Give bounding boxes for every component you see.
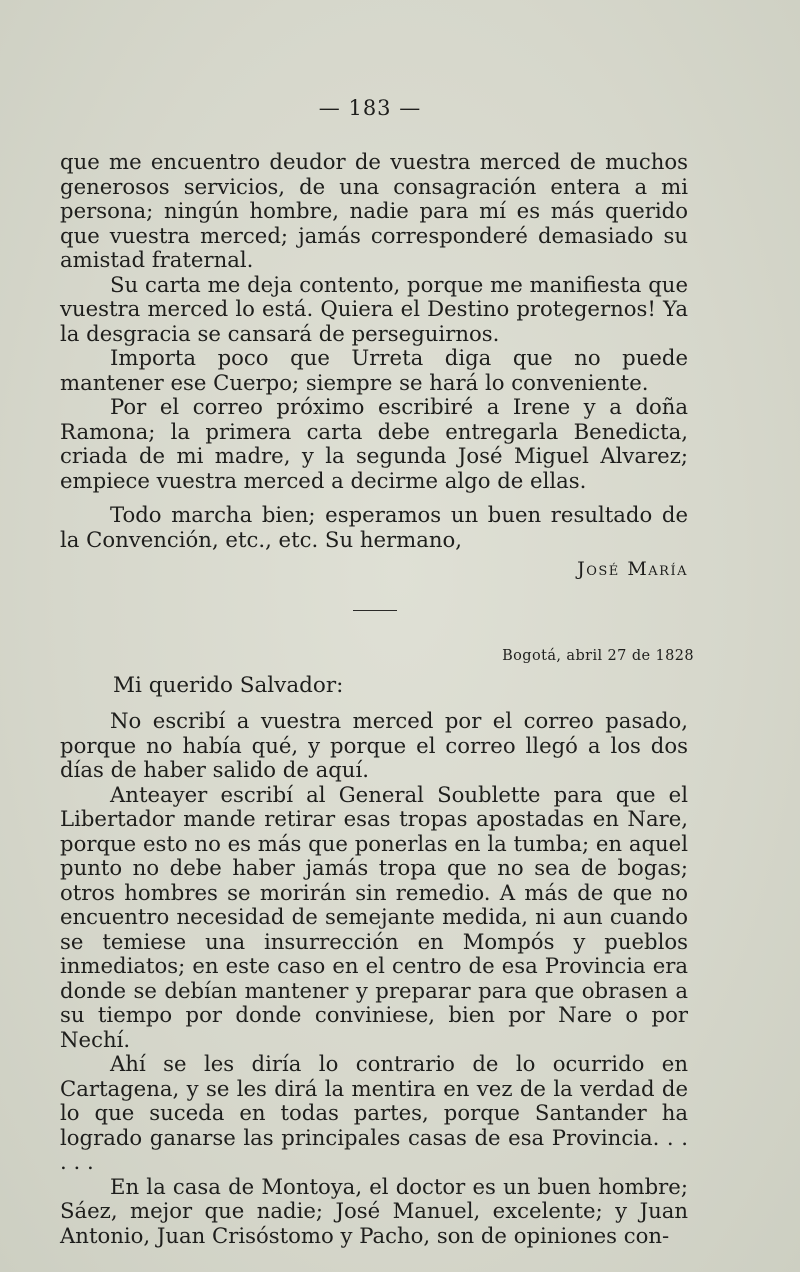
section-separator [353, 610, 397, 611]
page-number: — 183 — [318, 96, 422, 120]
paragraph: Todo marcha bien; esperamos un buen resultado de la Convención, etc., etc. Su hermano, [60, 502, 688, 552]
letter-2-body [60, 709, 688, 1248]
paragraph: Anteayer escribí al General Soublette para que el Libertador mande retirar esas tropas apostadas en Nare, porque esto no es más que ponerlas en la tumba; en aquel punto no debe haber jamás tropa que no sea de bogas; otros hombres se morirán sin remedio. A más de que no encuentro necesidad de semejante medida, ni aun cuando se temiese una insurrección en Mompós y pueblos inmediatos; en este caso en el centro de esa Provincia era donde se debían mantener y preparar para que obrasen a su tiempo por donde conviniese, bien por Nare o por Nechí. [60, 781, 688, 1052]
letter-1-body [60, 150, 688, 552]
salutation: Mi querido Salvador: [113, 673, 344, 698]
paragraph: Importa poco que Urreta diga que no puede mantener ese Cuerpo; siempre se hará lo conveniente. [60, 345, 688, 395]
paragraph: Su carta me deja contento, porque me manifiesta que vuestra merced lo está. Quiera el Destino protegernos! Ya la desgracia se cansará de perseguirnos. [60, 271, 688, 346]
signature: José María [577, 558, 688, 580]
paragraph: Por el correo próximo escribiré a Irene y a doña Ramona; la primera carta debe entregarla Benedicta, criada de mi madre, y la segunda José Miguel Alvarez; empiece vuestra merced a decirme algo de ellas. [60, 394, 688, 493]
paragraph: que me encuentro deudor de vuestra merced de muchos generosos servicios, de una consagración entera a mi persona; ningún hombre, nadie para mí es más querido que vuestra merced; jamás corresponderé demasiado su amistad fraternal. [60, 149, 688, 272]
paragraph: Ahí se les diría lo contrario de lo ocurrido en Cartagena, y se les dirá la mentira en vez de la verdad de lo que suceda en todas partes, porque Santander ha logrado ganarse las principales casas de esa Provincia. . . . . . [60, 1051, 688, 1174]
letter-date: Bogotá, abril 27 de 1828 [502, 648, 694, 664]
paragraph: No escribí a vuestra merced por el correo pasado, porque no había qué, y porque el correo llegó a los dos días de haber salido de aquí. [60, 708, 688, 782]
paragraph: En la casa de Montoya, el doctor es un buen hombre; Sáez, mejor que nadie; José Manuel, excelente; y Juan Antonio, Juan Crisóstomo y Pacho, son de opiniones con- [60, 1173, 688, 1248]
